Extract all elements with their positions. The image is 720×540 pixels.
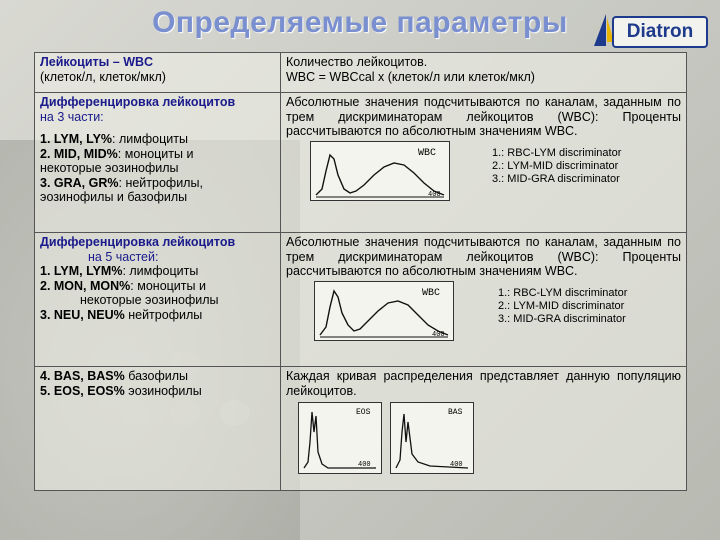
diff5-item-mon-cont: некоторые эозинофилы: [80, 293, 219, 307]
diff5-item-mon: 2. MON, MON%: моноциты и: [40, 278, 206, 293]
diff5-heading: Дифференцировка лейкоцитов: [40, 235, 236, 249]
discriminator-list: 1.: RBC-LYM discriminator 2.: LYM-MID discriminator 3.: MID-GRA discriminator: [498, 286, 628, 325]
diff3-subheading: на 3 части:: [40, 109, 104, 124]
table-row: [35, 93, 687, 233]
logo-text: Diatron: [612, 16, 708, 48]
table-row: [35, 233, 687, 367]
diff5-item-lym: 1. LYM, LYM%: лимфоциты: [40, 264, 199, 278]
eos-histogram: [298, 402, 382, 474]
bas-graph-axis: 400: [450, 461, 463, 469]
wbc-formula: WBC = WBCcal x (клеток/л или клеток/мкл): [286, 69, 535, 84]
diff5-description: Абсолютные значения подсчитываются по каналам, заданным по трем дискриминаторам лейкоцитов (WBC): Проценты рассчитываются по абсолютным значениям WBC.: [286, 235, 681, 278]
wbc-description: Количество лейкоцитов.: [286, 55, 428, 69]
table-row: [35, 53, 687, 93]
param-cell: [35, 233, 281, 367]
diff5-item-neu: 3. NEU, NEU% нейтрофилы: [40, 307, 203, 322]
bas-graph-label: BAS: [448, 408, 463, 417]
description-cell: [281, 367, 687, 491]
discriminator-list: 1.: RBC-LYM discriminator 2.: LYM-MID discriminator 3.: MID-GRA discriminator: [492, 146, 622, 185]
table-row: [35, 367, 687, 491]
wbc-heading: Лейкоциты – WBC: [40, 55, 154, 69]
bas-histogram: [390, 402, 474, 474]
diff3-item-mid-cont: некоторые эозинофилы: [40, 161, 179, 175]
population-description: Каждая кривая распределения представляет данную популяцию лейкоцитов.: [286, 369, 681, 398]
wbc-graph-label: WBC: [422, 287, 441, 299]
diatron-logo: [588, 12, 710, 50]
diff3-heading: Дифференцировка лейкоцитов: [40, 95, 236, 109]
description-cell: [281, 53, 687, 93]
diff3-item-lym: 1. LYM, LY%: лимфоциты: [40, 132, 188, 146]
diff3-item-gra: 3. GRA, GR%: нейтрофилы,: [40, 175, 203, 190]
diff5-subheading: на 5 частей:: [88, 249, 159, 264]
eos-graph-label: EOS: [356, 408, 371, 417]
diff5-item-eos: 5. EOS, EOS% эозинофилы: [40, 383, 202, 398]
description-cell: [281, 233, 687, 367]
diff3-item-mid: 2. MID, MID%: моноциты и: [40, 146, 194, 161]
page-title: Определяемые параметры: [152, 6, 568, 39]
wbc-graph-axis: 400: [428, 190, 441, 199]
param-cell: [35, 93, 281, 233]
description-cell: [281, 93, 687, 233]
diff5-item-bas: 4. BAS, BAS% базофилы: [40, 369, 188, 383]
wbc-graph-axis: 400: [432, 330, 445, 339]
diff3-description: Абсолютные значения подсчитываются по каналам, заданным по трем дискриминаторам лейкоцитов (WBC): Проценты рассчитываются по абсолютным значениям WBC.: [286, 95, 681, 138]
wbc-units: (клеток/л, клеток/мкл): [40, 69, 166, 84]
parameters-table: [34, 52, 687, 491]
diff3-item-gra-cont: эозинофилы и базофилы: [40, 190, 188, 204]
param-cell: [35, 367, 281, 491]
eos-graph-axis: 400: [358, 461, 371, 469]
param-cell: [35, 53, 281, 93]
wbc-histogram: [310, 141, 450, 201]
wbc-histogram: [314, 281, 454, 341]
wbc-graph-label: WBC: [418, 147, 437, 159]
